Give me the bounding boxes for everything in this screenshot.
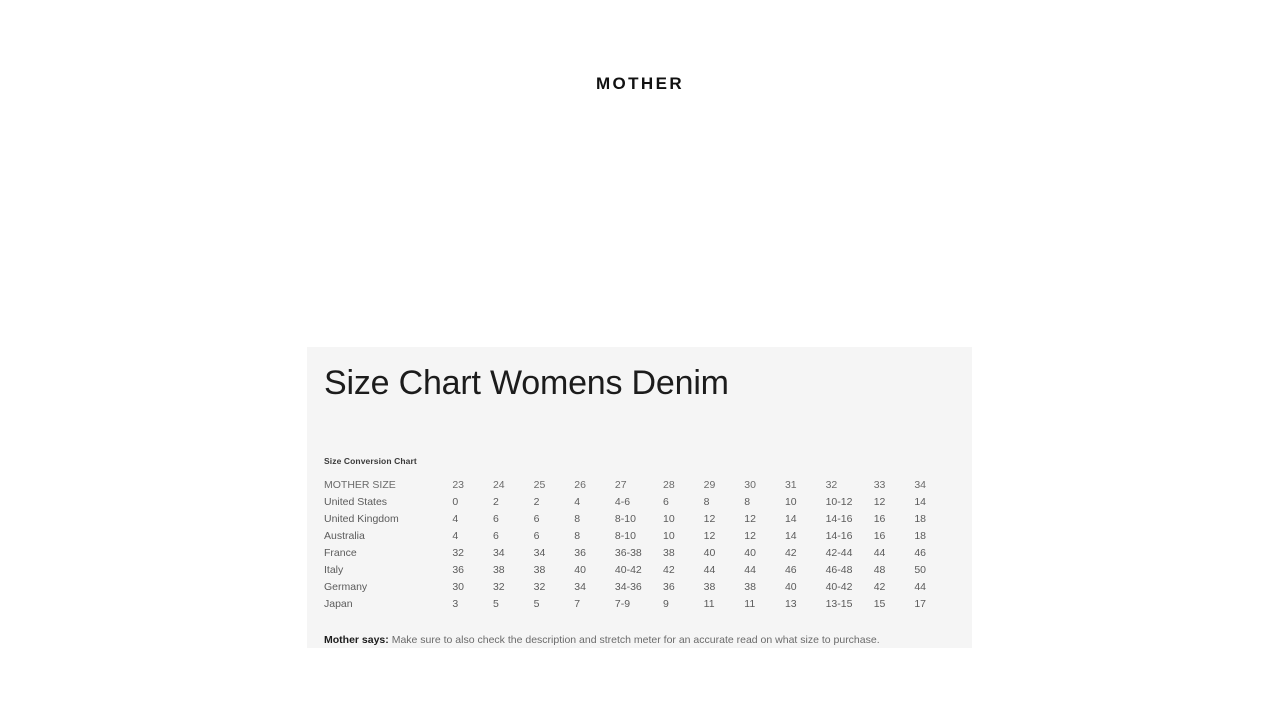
cell: 34 <box>574 581 586 594</box>
cell: 38 <box>663 547 675 560</box>
row-label: United States <box>324 496 388 509</box>
cell: 50 <box>914 564 927 577</box>
row-label: Japan <box>324 598 353 611</box>
cell: 18 <box>914 530 927 543</box>
cell: 46-48 <box>825 564 853 577</box>
size-chart-body <box>307 456 972 648</box>
cell: 16 <box>873 513 886 526</box>
cell: 14 <box>784 530 797 543</box>
cell: 12 <box>873 496 886 509</box>
cell: 40 <box>703 547 716 560</box>
brand-logo[interactable]: MOTHER <box>595 74 685 93</box>
table-row <box>324 579 955 596</box>
cell: 11 <box>703 598 715 611</box>
table-row <box>324 494 955 511</box>
cell: 48 <box>873 564 886 577</box>
cell: 34 <box>914 479 927 492</box>
cell: 31 <box>784 479 797 492</box>
cell: 0 <box>452 496 459 509</box>
cell: 8 <box>574 530 581 543</box>
cell: 8 <box>744 496 751 509</box>
cell: 40-42 <box>825 581 853 594</box>
cell: 27 <box>614 479 627 492</box>
size-conversion-table <box>324 477 955 613</box>
table-row <box>324 562 955 579</box>
cell: 6 <box>492 530 499 543</box>
cell: 6 <box>663 496 669 509</box>
cell: 42 <box>663 564 675 577</box>
cell: 3 <box>452 598 459 611</box>
cell: 36 <box>452 564 465 577</box>
cell: 38 <box>703 581 716 594</box>
table-row <box>324 528 955 545</box>
cell: 44 <box>744 564 756 577</box>
cell: 44 <box>873 547 886 560</box>
cell: 34 <box>533 547 546 560</box>
cell: 36 <box>663 581 675 594</box>
cell: 8-10 <box>614 513 636 526</box>
cell: 28 <box>663 479 675 492</box>
cell: 32 <box>452 547 465 560</box>
cell: 26 <box>574 479 586 492</box>
cell: 9 <box>663 598 669 611</box>
cell: 2 <box>492 496 499 509</box>
cell: 4 <box>452 513 459 526</box>
cell: 10 <box>663 530 675 543</box>
table-row <box>324 511 955 528</box>
cell: 12 <box>703 530 716 543</box>
cell: 24 <box>492 479 505 492</box>
size-chart-panel <box>307 347 972 648</box>
row-label: France <box>324 547 357 560</box>
cell: 13-15 <box>825 598 853 611</box>
row-label: United Kingdom <box>324 513 399 526</box>
cell: 6 <box>492 513 499 526</box>
cell: 18 <box>914 513 927 526</box>
footnote-lead: Mother says: <box>324 633 389 646</box>
cell: 14 <box>784 513 797 526</box>
cell: 6 <box>533 513 540 526</box>
footnote <box>324 633 955 648</box>
cell: 40 <box>574 564 586 577</box>
cell: 42-44 <box>825 547 853 560</box>
cell: 29 <box>703 479 716 492</box>
table-row <box>324 596 955 613</box>
cell: 38 <box>492 564 505 577</box>
cell: 30 <box>452 581 465 594</box>
row-label: Australia <box>324 530 365 543</box>
cell: 4-6 <box>614 496 631 509</box>
cell: 46 <box>914 547 927 560</box>
cell: 44 <box>703 564 716 577</box>
cell: 2 <box>533 496 540 509</box>
cell: 40 <box>744 547 756 560</box>
cell: 34 <box>492 547 505 560</box>
cell: 42 <box>784 547 797 560</box>
cell: 14-16 <box>825 530 853 543</box>
cell: 44 <box>914 581 927 594</box>
cell: 25 <box>533 479 546 492</box>
cell: 34-36 <box>614 581 642 594</box>
cell: 8 <box>574 513 581 526</box>
cell: 36 <box>574 547 586 560</box>
cell: 8 <box>703 496 710 509</box>
cell: 33 <box>873 479 886 492</box>
cell: 14-16 <box>825 513 853 526</box>
cell: 4 <box>452 530 459 543</box>
table-row <box>324 477 955 494</box>
cell: 42 <box>873 581 886 594</box>
cell: 32 <box>492 581 505 594</box>
cell: 40 <box>784 581 797 594</box>
cell: 38 <box>533 564 546 577</box>
footnote-text: Make sure to also check the description and stretch meter for an accurate read on what size to purchase. <box>388 633 880 646</box>
cell: 4 <box>574 496 581 509</box>
cell: 7 <box>574 598 581 611</box>
cell: 23 <box>452 479 465 492</box>
cell: 17 <box>914 598 927 611</box>
cell: 38 <box>744 581 756 594</box>
cell: 13 <box>784 598 797 611</box>
cell: 32 <box>825 479 838 492</box>
cell: 36-38 <box>614 547 642 560</box>
cell: 10-12 <box>825 496 853 509</box>
row-label: MOTHER SIZE <box>324 479 396 492</box>
cell: 12 <box>744 530 756 543</box>
cell: 5 <box>492 598 499 611</box>
table-row <box>324 545 955 562</box>
cell: 30 <box>744 479 756 492</box>
cell: 12 <box>703 513 716 526</box>
cell: 16 <box>873 530 886 543</box>
cell: 7-9 <box>614 598 631 611</box>
cell: 10 <box>663 513 675 526</box>
cell: 15 <box>873 598 886 611</box>
cell: 46 <box>784 564 797 577</box>
cell: 11 <box>744 598 756 611</box>
cell: 8-10 <box>614 530 636 543</box>
row-label: Italy <box>324 564 344 577</box>
page-title: Size Chart Womens Denim <box>324 364 729 402</box>
cell: 12 <box>744 513 756 526</box>
cell: 40-42 <box>614 564 642 577</box>
cell: 5 <box>533 598 540 611</box>
row-label: Germany <box>324 581 368 594</box>
size-conversion-caption: Size Conversion Chart <box>324 455 417 466</box>
cell: 10 <box>784 496 797 509</box>
cell: 32 <box>533 581 546 594</box>
cell: 14 <box>914 496 927 509</box>
cell: 6 <box>533 530 540 543</box>
